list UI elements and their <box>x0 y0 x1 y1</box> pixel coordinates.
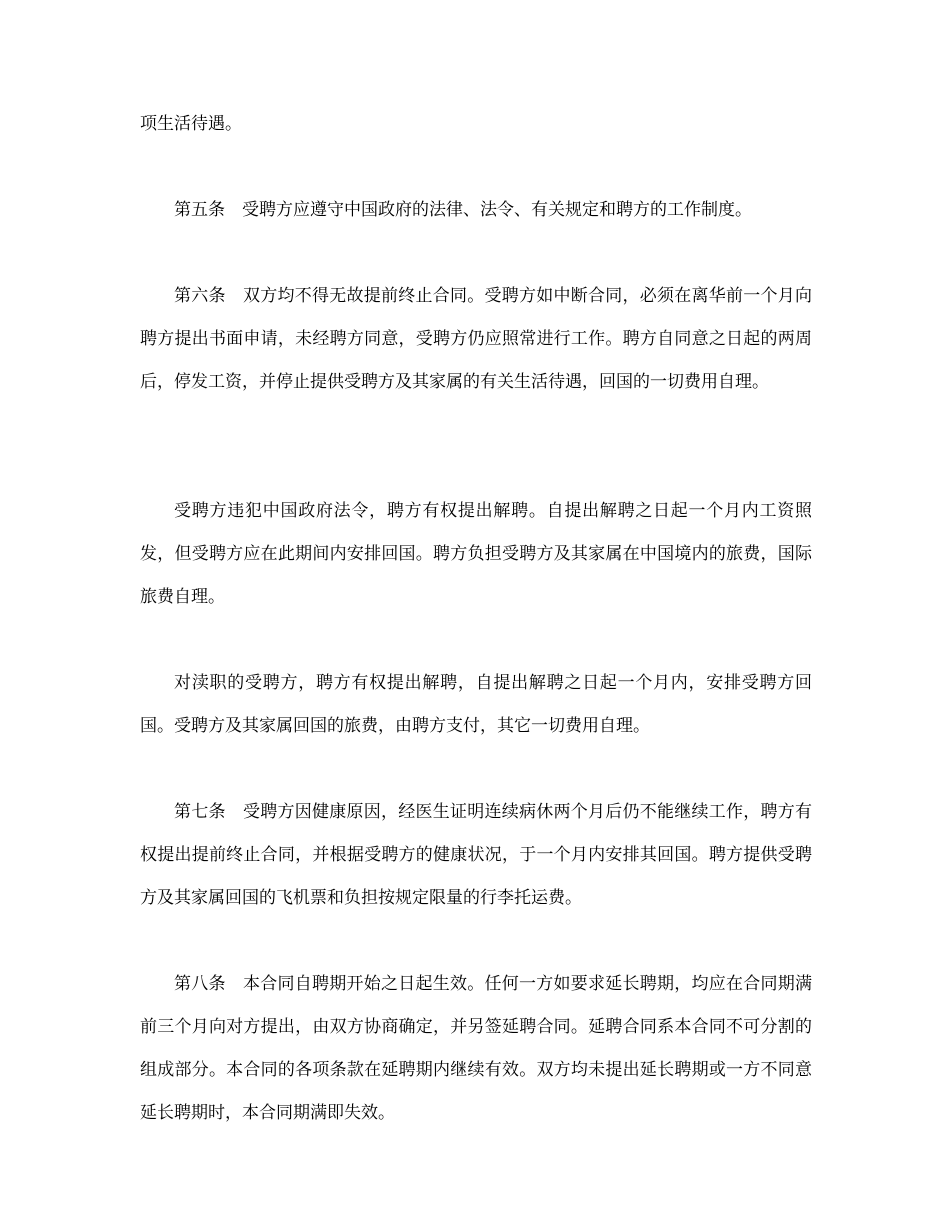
paragraph-article-7: 第七条 受聘方因健康原因，经医生证明连续病休两个月后仍不能继续工作，聘方有权提出提前终止合同，并根据受聘方的健康状况，于一个月内安排其回国。聘方提供受聘方及其家属回国的飞机票和负担按规定限量的行李托运费。 <box>140 802 812 908</box>
paragraph-article-8: 第八条 本合同自聘期开始之日起生效。任何一方如要求延长聘期，均应在合同期满前三个月向对方提出，由双方协商确定，并另签延聘合同。延聘合同系本合同不可分割的组成部分。本合同的各项条款在延聘期内继续有效。双方均未提出延长聘期或一方不同意延长聘期时，本合同期满即失效。 <box>140 974 812 1123</box>
paragraph-article-5: 第五条 受聘方应遵守中国政府的法律、法令、有关规定和聘方的工作制度。 <box>174 200 752 220</box>
paragraph-continuation: 项生活待遇。 <box>140 114 242 134</box>
paragraph-dismissal-negligence: 对渎职的受聘方，聘方有权提出解聘，自提出解聘之日起一个月内，安排受聘方回国。受聘方及其家属回国的旅费，由聘方支付，其它一切费用自理。 <box>140 673 812 736</box>
paragraph-dismissal-violation: 受聘方违犯中国政府法令，聘方有权提出解聘。自提出解聘之日起一个月内工资照发，但受聘方应在此期间内安排回国。聘方负担受聘方及其家属在中国境内的旅费，国际旅费自理。 <box>140 501 812 607</box>
paragraph-article-6: 第六条 双方均不得无故提前终止合同。受聘方如中断合同，必须在离华前一个月向聘方提出书面申请，未经聘方同意，受聘方仍应照常进行工作。聘方自同意之日起的两周后，停发工资，并停止提供受聘方及其家属的有关生活待遇，回国的一切费用自理。 <box>140 286 812 392</box>
